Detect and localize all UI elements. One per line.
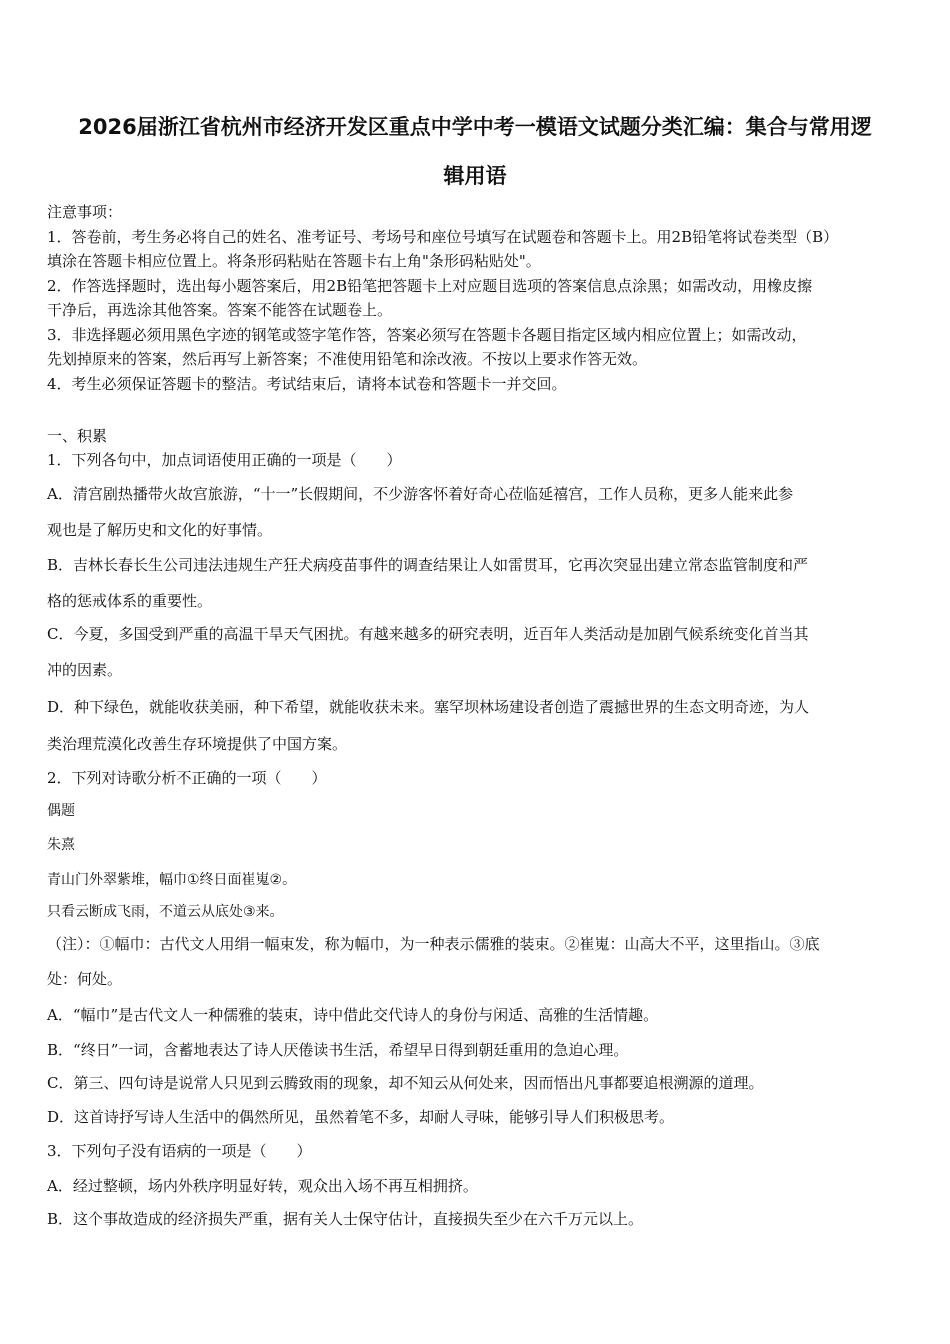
question-line: 2．下列对诗歌分析不正确的一项（ ） <box>47 769 327 787</box>
note-line: 填涂在答题卡相应位置上。将条形码粘贴在答题卡右上角"条形码粘贴处"。 <box>47 252 541 270</box>
poem-line: 只看云断成飞雨，不道云从底处③来。 <box>47 904 284 920</box>
note-line: 处：何处。 <box>47 970 123 988</box>
option-line: C．今夏，多国受到严重的高温干旱天气困扰。有越来越多的研究表明，近百年人类活动是加剧气候系统变化首当其 <box>47 625 809 643</box>
poem-line: 青山门外翠紫堆，幅巾①终日面崔嵬②。 <box>47 872 297 888</box>
note-line: 1．答卷前，考生务必将自己的姓名、准考证号、考场号和座位号填写在试题卷和答题卡上。用2B铅笔将试卷类型（B） <box>47 228 839 246</box>
heading-line: 注意事项： <box>47 203 123 221</box>
document-title-line-2: 辑用语 <box>443 164 507 188</box>
note-line: 2．作答选择题时，选出每小题答案后，用2B铅笔把答题卡上对应题目选项的答案信息点涂黑；如需改动，用橡皮擦 <box>47 277 813 295</box>
option-line: A．清宫剧热播带火故宫旅游，“十一”长假期间，不少游客怀着好奇心莅临延禧宫，工作人员称，更多人能来此参 <box>47 485 794 503</box>
option-line: A．经过整顿，场内外秩序明显好转，观众出入场不再互相拥挤。 <box>47 1177 478 1195</box>
option-line: B．“终日”一词，含蓄地表达了诗人厌倦读书生活，希望早日得到朝廷重用的急迫心理。 <box>47 1041 629 1059</box>
option-line: 格的惩戒体系的重要性。 <box>47 592 213 610</box>
note-line: （注）：①幅巾：古代文人用绢一幅束发，称为幅巾，为一种表示儒雅的装束。②崔嵬：山高大不平，这里指山。③底 <box>47 935 820 953</box>
note-line: 3．非选择题必须用黑色字迹的钢笔或签字笔作答，答案必须写在答题卡各题目指定区域内相应位置上；如需改动， <box>47 326 807 344</box>
poem-line: 朱熹 <box>47 837 75 853</box>
option-line: B．吉林长春长生公司违法违规生产狂犬病疫苗事件的调查结果让人如雷贯耳，它再次突显出建立常态监管制度和严 <box>47 556 809 574</box>
question-line: 1．下列各句中，加点词语使用正确的一项是（ ） <box>47 451 402 469</box>
option-line: 观也是了解历史和文化的好事情。 <box>47 521 273 539</box>
poem-line: 偶题 <box>47 803 75 819</box>
note-line: 干净后，再选涂其他答案。答案不能答在试题卷上。 <box>47 301 393 319</box>
option-line: D．种下绿色，就能收获美丽，种下希望，就能收获未来。塞罕坝林场建设者创造了震撼世界的生态文明奇迹，为人 <box>47 698 810 716</box>
document-title-line-1: 2026届浙江省杭州市经济开发区重点中学中考一模语文试题分类汇编：集合与常用逻 <box>78 115 872 139</box>
option-line: A．“幅巾”是古代文人一种儒雅的装束，诗中借此交代诗人的身份与闲适、高雅的生活情趣。 <box>47 1006 659 1024</box>
question-line: 3．下列句子没有语病的一项是（ ） <box>47 1142 312 1160</box>
note-line: 先划掉原来的答案，然后再写上新答案；不准使用铅笔和涂改液。不按以上要求作答无效。 <box>47 350 648 368</box>
option-line: 类治理荒漠化改善生存环境提供了中国方案。 <box>47 735 348 753</box>
option-line: 冲的因素。 <box>47 661 123 679</box>
section-line: 一、积累 <box>47 427 108 445</box>
note-line: 4．考生必须保证答题卡的整洁。考试结束后，请将本试卷和答题卡一并交回。 <box>47 375 567 393</box>
option-line: B．这个事故造成的经济损失严重，据有关人士保守估计，直接损失至少在六千万元以上。 <box>47 1210 644 1228</box>
option-line: C．第三、四句诗是说常人只见到云腾致雨的现象，却不知云从何处来，因而悟出凡事都要追根溯源的道理。 <box>47 1074 764 1092</box>
option-line: D．这首诗抒写诗人生活中的偶然所见，虽然着笔不多，却耐人寻味，能够引导人们积极思考。 <box>47 1108 675 1126</box>
